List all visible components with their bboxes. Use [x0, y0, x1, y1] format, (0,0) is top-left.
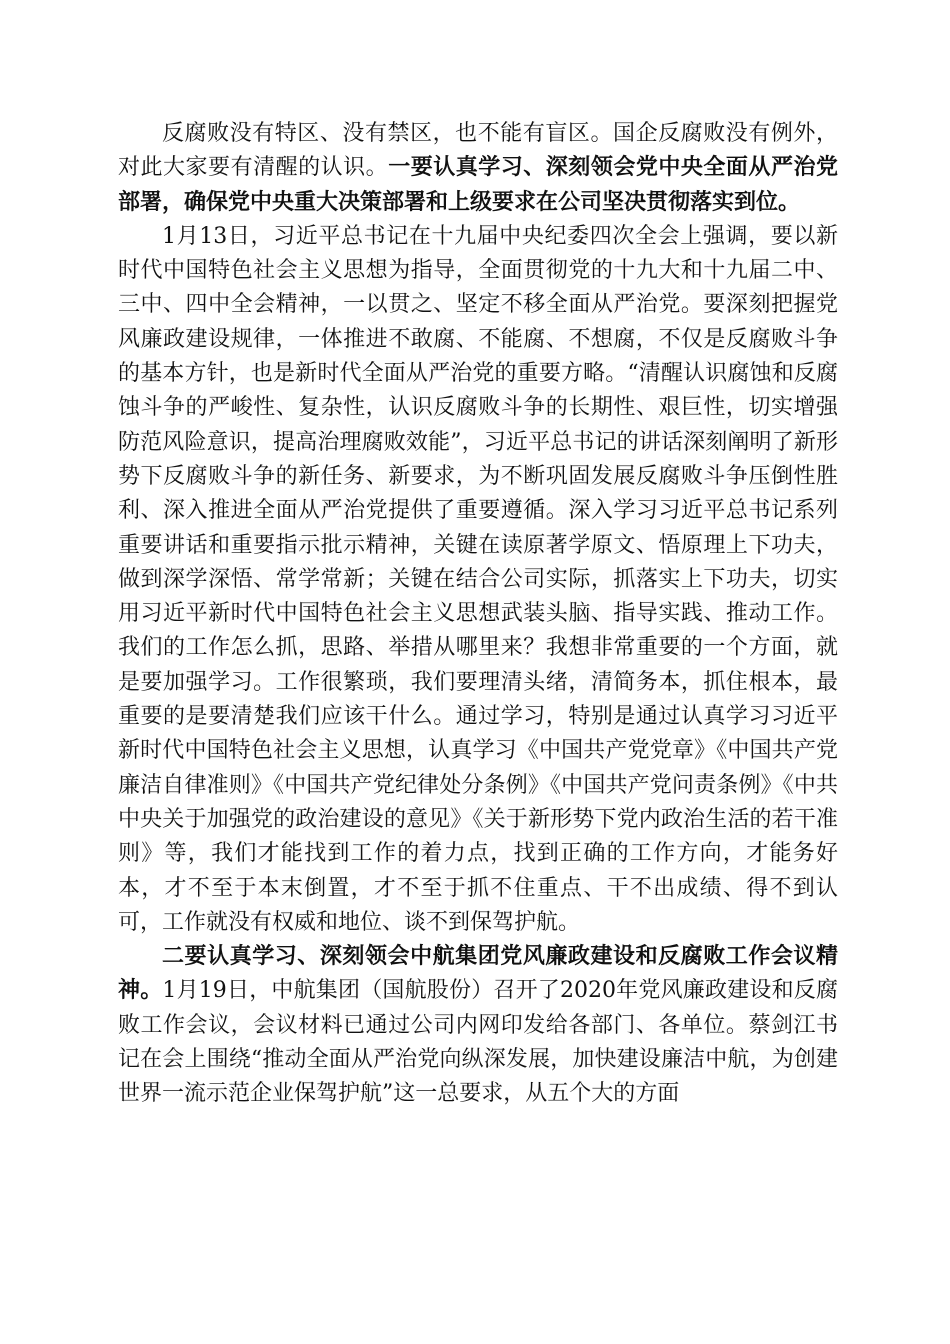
paragraph-2-text: 1月13日，习近平总书记在十九届中央纪委四次全会上强调，要以新时代中国特色社会主义思想为指导，全面贯彻党的十九大和十九届二中、三中、四中全会精神，一以贯之、坚定不移全面从严治党。要深刻把握党风廉政建设规律，一体推进不敢腐、不能腐、不想腐，不仅是反腐败斗争的基本方针，也是新时代全面从严治党的重要方略。“清醒认识腐蚀和反腐蚀斗争的严峻性、复杂性，认识反腐败斗争的长期性、艰巨性，切实增强防范风险意识，提高治理腐败效能”，习近平总书记的讲话深刻阐明了新形势下反腐败斗争的新任务、新要求，为不断巩固发展反腐败斗争压倒性胜利、深入推进全面从严治党提供了重要遵循。深入学习习近平总书记系列重要讲话和重要指示批示精神，关键在读原著学原文、悟原理上下功夫，做到深学深悟、常学常新；关键在结合公司实际，抓落实上下功夫，切实用习近平新时代中国特色社会主义思想武装头脑、指导实践、推动工作。我们的工作怎么抓，思路、举措从哪里来？我想非常重要的一个方面，就是要加强学习。工作很繁琐，我们要理清头绪，清简务本，抓住根本，最重要的是要清楚我们应该干什么。通过学习，特别是通过认真学习习近平新时代中国特色社会主义思想，认真学习《中国共产党党章》《中国共产党廉洁自律准则》《中国共产党纪律处分条例》《中国共产党问责条例》《中共中央关于加强党的政治建设的意见》《关于新形势下党内政治生活的若干准则》等，我们才能找到工作的着力点，找到正确的工作方向，才能务好本，才不至于本末倒置，才不至于抓不住重点、干不出成绩、得不到认可，工作就没有权威和地位、谈不到保驾护航。 — [118, 223, 838, 935]
paragraph-3 — [118, 940, 838, 1111]
paragraph-3-text: 1月19日，中航集团（国航股份）召开了2020年党风廉政建设和反腐败工作会议，会议材料已通过公司内网印发给各部门、各单位。蔡剑江书记在会上围绕“推动全面从严治党向纵深发展，加快建设廉洁中航，为创建世界一流示范企业保驾护航”这一总要求，从五个大的方面 — [118, 978, 838, 1107]
paragraph-3-bold-heading: 二要认真学习、深刻领会中航集团党风廉政建设和反腐败工作会议精神。 — [118, 944, 838, 1004]
paragraph-1-text: 反腐败没有特区、没有禁区，也不能有盲区。国企反腐败没有例外，对此大家要有清醒的认识。 — [118, 121, 838, 181]
paragraph-1 — [118, 117, 838, 220]
paragraph-1-bold-heading: 一要认真学习、深刻领会党中央全面从严治党部署，确保党中央重大决策部署和上级要求在公司坚决贯彻落实到位。 — [118, 155, 838, 215]
paragraph-2 — [118, 220, 838, 940]
document-body — [118, 117, 838, 1112]
